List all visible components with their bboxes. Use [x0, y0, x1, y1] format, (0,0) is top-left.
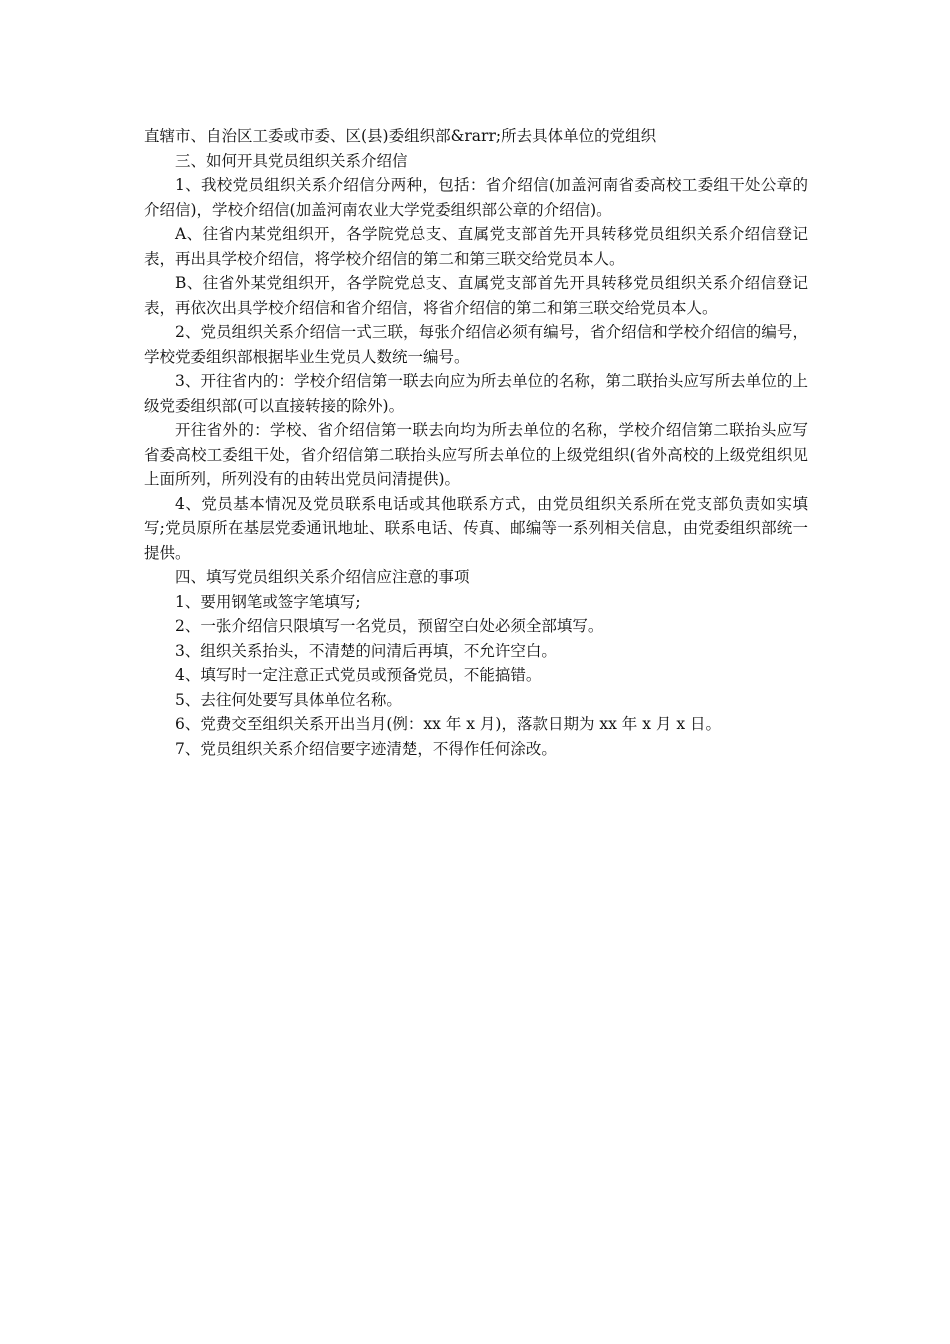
notice-item-5: 5、去往何处要写具体单位名称。 [175, 690, 402, 709]
notice-item-6: 6、党费交至组织关系开出当月(例：xx 年 x 月)，落款日期为 xx 年 x 月 x 日。 [175, 715, 721, 733]
notice-item-4: 4、填写时一定注意正式党员或预备党员，不能搞错。 [175, 666, 542, 684]
paragraph-item-b: B、往省外某党组织开，各学院党总支、直属党支部首先开具转移党员组织关系介绍信登记表，再依次出具学校介绍信和省介绍信，将省介绍信的第二和第三联交给党员本人。 [144, 274, 808, 317]
paragraph-item-a: A、往省内某党组织开，各学院党总支、直属党支部首先开具转移党员组织关系介绍信登记表，再出具学校介绍信，将学校介绍信的第二和第三联交给党员本人。 [144, 225, 808, 268]
notice-item-2: 2、一张介绍信只限填写一名党员，预留空白处必须全部填写。 [175, 617, 604, 635]
paragraph-outside-province: 开往省外的：学校、省介绍信第一联去向均为所去单位的名称，学校介绍信第二联抬头应写省委高校工委组干处，省介绍信第二联抬头应写所去单位的上级党组织(省外高校的上级党组织见上面所列，所列没有的由转出党员问清提供)。 [144, 421, 808, 488]
paragraph-item-2: 2、党员组织关系介绍信一式三联，每张介绍信必须有编号，省介绍信和学校介绍信的编号，学校党委组织部根据毕业生党员人数统一编号。 [144, 323, 808, 366]
paragraph-continuation: 直辖市、自治区工委或市委、区(县)委组织部&rarr;所去具体单位的党组织 [144, 127, 657, 145]
notice-item-3: 3、组织关系抬头，不清楚的问清后再填，不允许空白。 [175, 641, 557, 660]
notice-item-1: 1、要用钢笔或签字笔填写; [175, 592, 361, 611]
document-body [144, 124, 808, 761]
notice-item-7: 7、党员组织关系介绍信要字迹清楚，不得作任何涂改。 [175, 739, 557, 758]
paragraph-item-4: 4、党员基本情况及党员联系电话或其他联系方式，由党员组织关系所在党支部负责如实填写;党员原所在基层党委通讯地址、联系电话、传真、邮编等一系列相关信息，由党委组织部统一提供。 [144, 494, 808, 562]
section-heading-4: 四、填写党员组织关系介绍信应注意的事项 [175, 568, 470, 586]
section-heading-3: 三、如何开具党员组织关系介绍信 [175, 151, 408, 170]
paragraph-item-1: 1、我校党员组织关系介绍信分两种，包括：省介绍信(加盖河南省委高校工委组干处公章的介绍信)，学校介绍信(加盖河南农业大学党委组织部公章的介绍信)。 [144, 176, 808, 219]
paragraph-item-3: 3、开往省内的：学校介绍信第一联去向应为所去单位的名称，第二联抬头应写所去单位的上级党委组织部(可以直接转接的除外)。 [144, 372, 808, 415]
